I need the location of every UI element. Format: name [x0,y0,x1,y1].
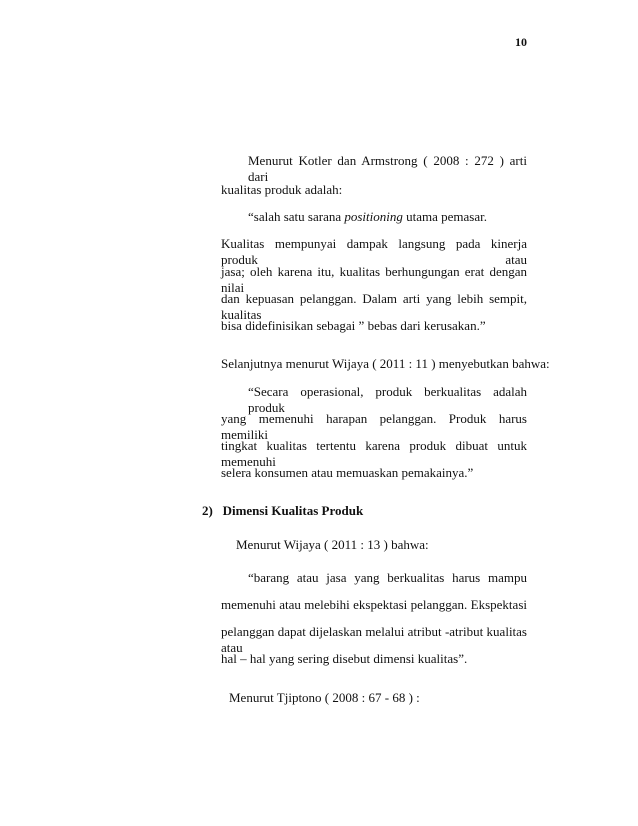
quote-line: Kualitas mempunyai dampak langsung pada kinerja produk atau [221,236,527,267]
quote-italic-term: positioning [344,209,403,224]
quote-line: bisa didefinisikan sebagai ” bebas dari kerusakan.” [221,318,486,333]
body-text-line: Menurut Wijaya ( 2011 : 13 ) bahwa: [236,537,429,552]
page-number: 10 [515,35,527,49]
body-text-line: Menurut Tjiptono ( 2008 : 67 - 68 ) : [229,690,420,705]
quote-text: utama pemasar. [402,209,487,224]
quote-line: memenuhi atau melebihi ekspektasi pelanggan. Ekspektasi [221,597,527,612]
quote-line: selera konsumen atau memuaskan pemakainya.” [221,465,474,480]
body-text-line: kualitas produk adalah: [221,182,343,197]
quote-line: “barang atau jasa yang berkualitas harus mampu [248,570,527,585]
quote-line: “Secara operasional, produk berkualitas adalah produk [248,384,527,415]
quote-text: “salah satu sarana [248,209,345,224]
quote-line: dan kepuasan pelanggan. Dalam arti yang lebih sempit, kualitas [221,291,527,322]
quote-line: pelanggan dapat dijelaskan melalui atribut -atribut kualitas atau [221,624,527,655]
body-text-line: Menurut Kotler dan Armstrong ( 2008 : 272 ) arti dari [248,153,527,184]
quote-line: jasa; oleh karena itu, kualitas berhungungan erat dengan nilai [221,264,527,295]
quote-line: tingkat kualitas tertentu karena produk dibuat untuk memenuhi [221,438,527,469]
section-heading: 2) Dimensi Kualitas Produk [202,503,364,518]
quote-line [248,209,487,225]
quote-line: yang memenuhi harapan pelanggan. Produk harus memiliki [221,411,527,442]
body-text-line: Selanjutnya menurut Wijaya ( 2011 : 11 ) menyebutkan bahwa: [221,356,550,371]
quote-line: hal – hal yang sering disebut dimensi kualitas”. [221,651,468,666]
